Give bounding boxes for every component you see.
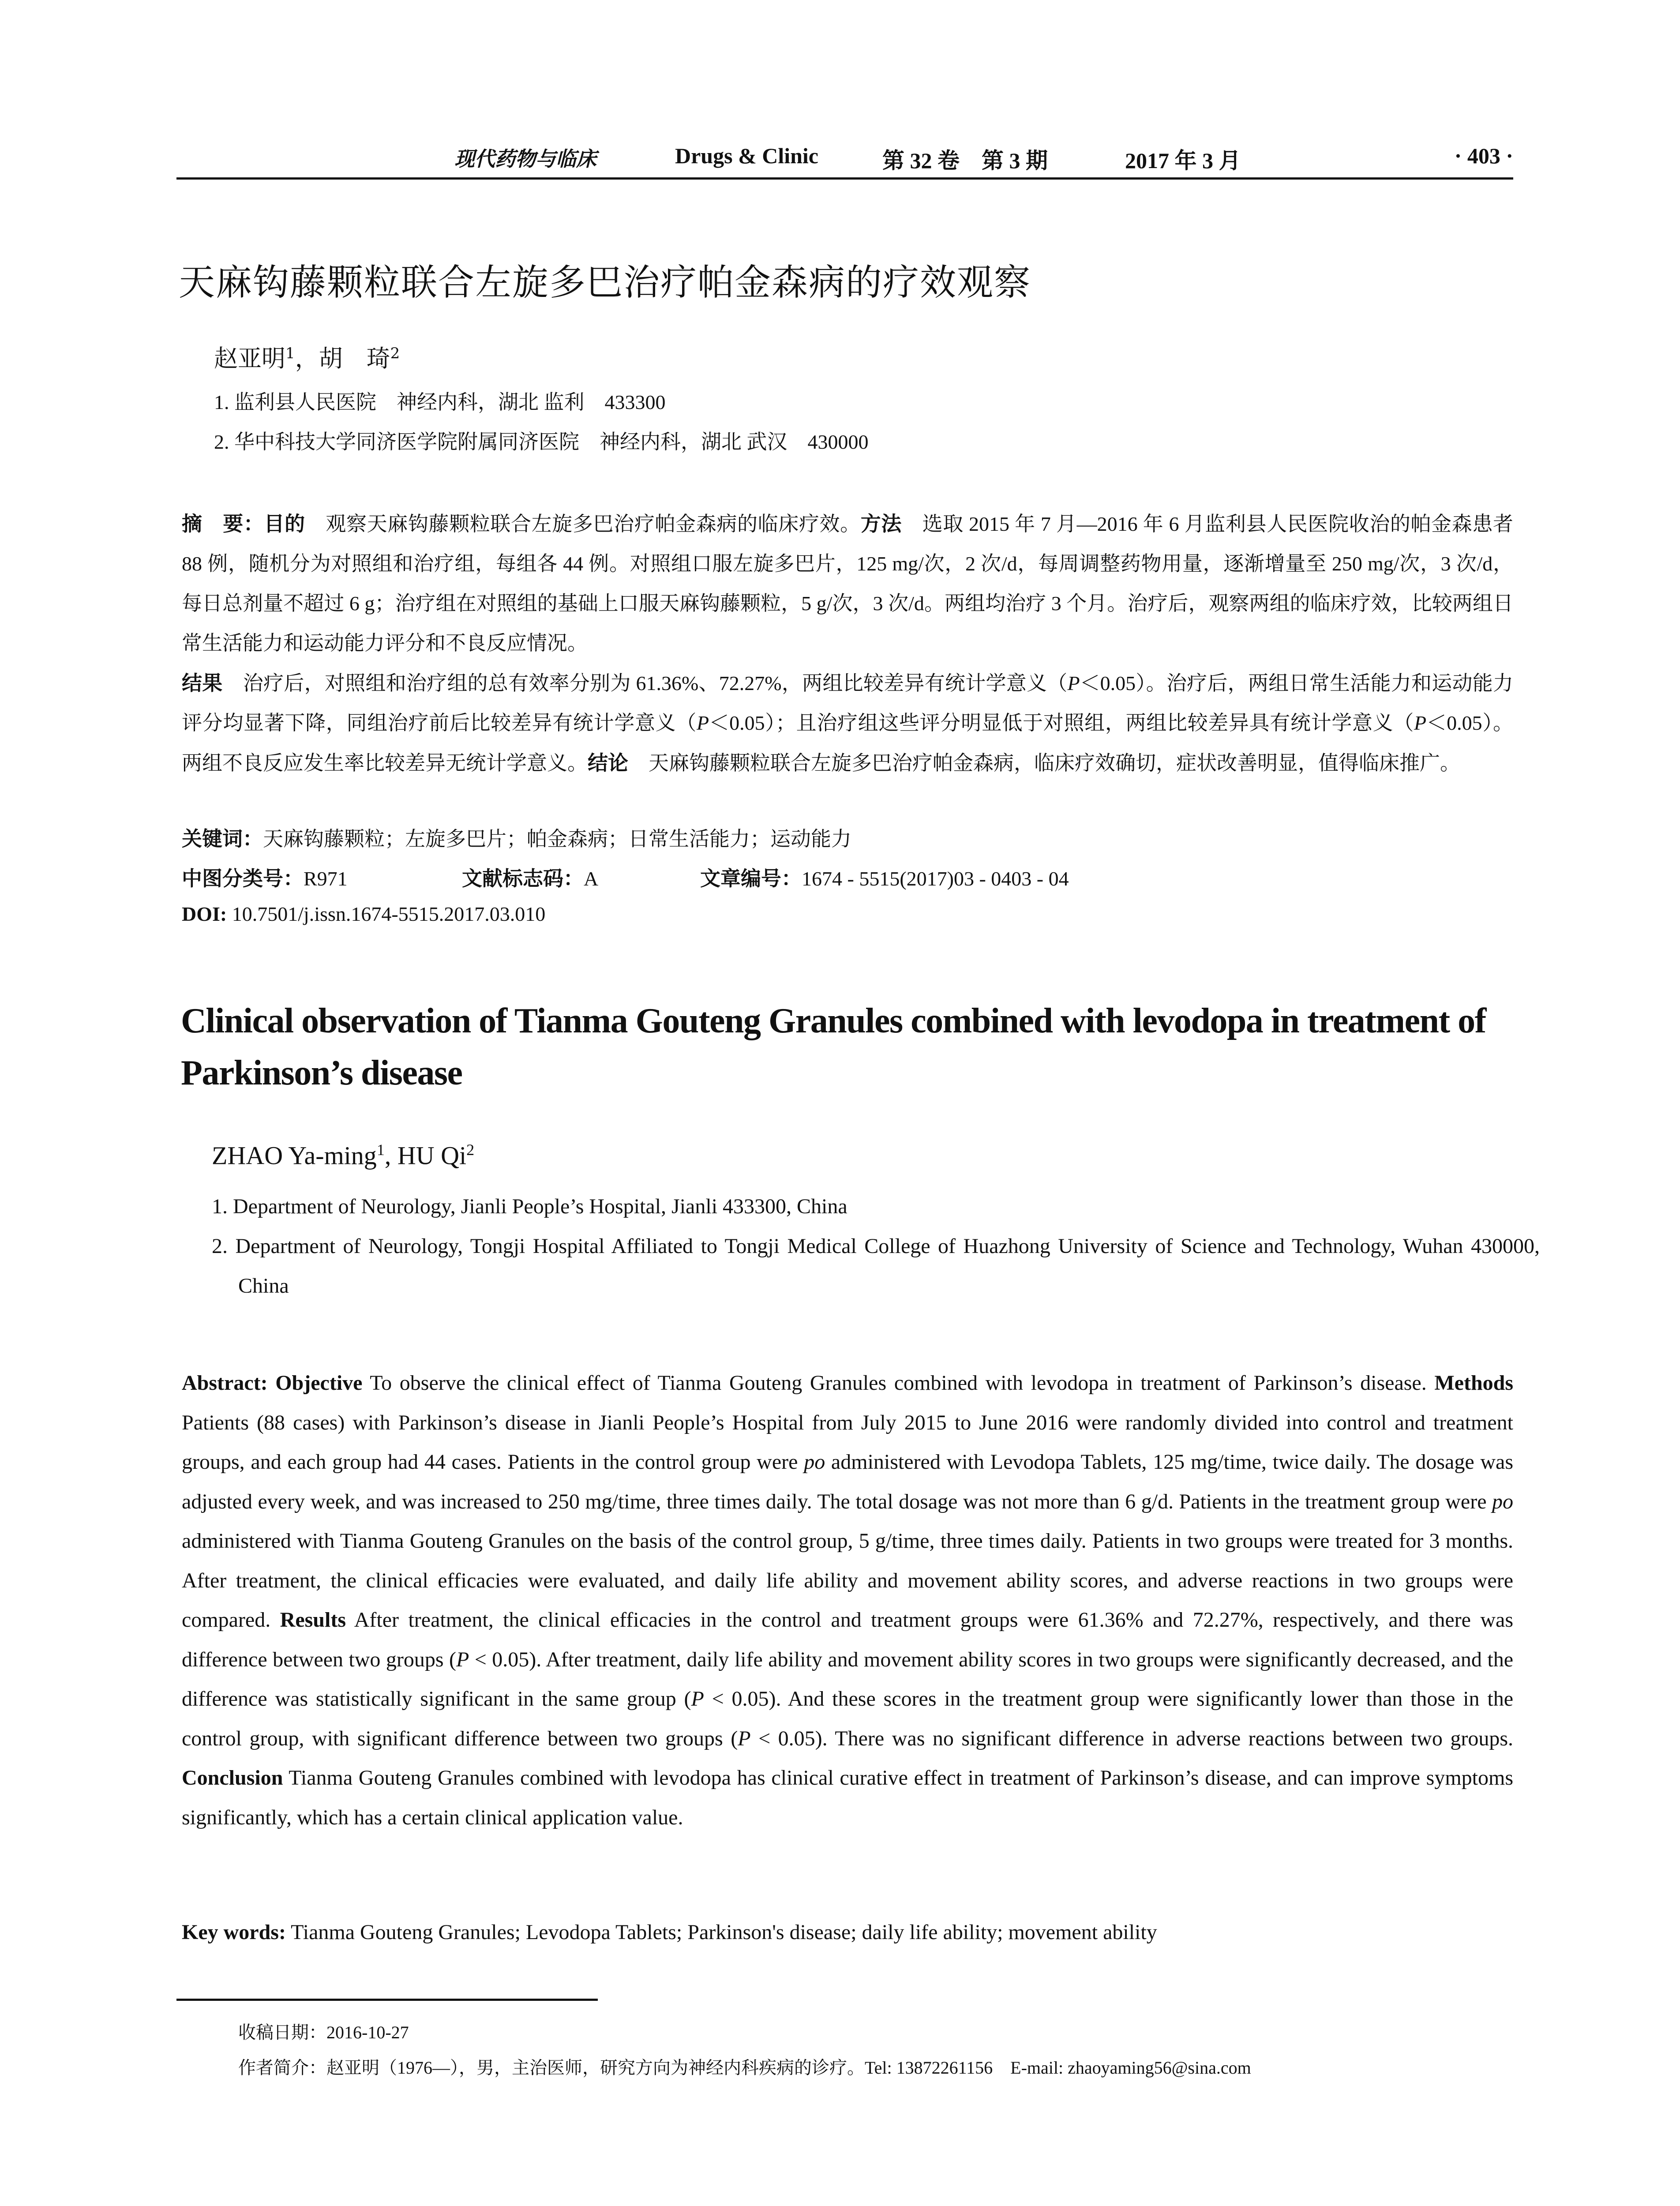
classification-line (182, 863, 1329, 889)
results-text: ＜0.05）；且治疗组这些评分明显低于对照组，两组比较差异具有统计学意义（ (709, 712, 1414, 734)
keywords-label: Key words: (182, 1921, 286, 1944)
affiliation-marker: 2 (466, 1141, 475, 1159)
results-text: < 0.05). And these scores in the treatment group were significantly lower than those in the control group, with significant difference between two groups ( (182, 1687, 1513, 1750)
affiliation-cn-1: 1. 监利县人民医院 神经内科，湖北 监利 433300 (214, 391, 666, 413)
author-name: HU Qi (397, 1141, 467, 1170)
results-text: After treatment, the clinical efficacies in the control and treatment groups were 61.36% and 72.27%, respectively, and there was difference between two groups ( (182, 1608, 1514, 1671)
journal-name-cn: 现代药物与临床 (454, 147, 596, 171)
footnote-rule (176, 1999, 598, 2001)
doi-label: DOI: (182, 903, 227, 925)
po-term: po (1492, 1489, 1513, 1513)
page-number: · 403 · (1454, 143, 1513, 168)
abstract-label: 摘 要： (182, 512, 264, 536)
affiliation-marker: 2 (390, 345, 400, 362)
volume-issue: 第 32 卷 第 3 期 (882, 148, 1048, 173)
author-separator: , (384, 1141, 398, 1170)
methods-label: 方法 (860, 512, 902, 536)
classification-label: 中图分类号： (182, 867, 304, 890)
abstract-cn (182, 504, 1513, 783)
po-term: po (804, 1450, 825, 1474)
keywords-text: 天麻钩藤颗粒；左旋多巴片；帕金森病；日常生活能力；运动能力 (263, 828, 851, 850)
results-text: 治疗后，对照组和治疗组的总有效率分别为 61.36%、72.27%，两组比较差异有统计学意义（ (222, 672, 1068, 694)
p-value-symbol: P (691, 1687, 704, 1711)
abstract-en-body (182, 1363, 1513, 1837)
affiliation-en-1: 1. Department of Neurology, Jianli People’s Hospital, Jianli 433300, China (212, 1195, 848, 1218)
methods-text: Patients (88 cases) with Parkinson’s disease in Jianli People’s Hospital from July 2015 to June 2016 were randomly divided into control and treatment groups, and each group had 44 cases. Patients in the control group were (182, 1411, 1513, 1474)
received-label: 收稿日期： (238, 2022, 326, 2043)
affiliation-en-2: 2. Department of Neurology, Tongji Hospital Affiliated to Tongji Medical College of Huazhong University of Science and Technology, Wuhan 430000, China (212, 1234, 1540, 1298)
p-value-symbol: P (738, 1726, 751, 1750)
p-value-symbol: P (456, 1647, 469, 1671)
results-text: < 0.05). There was no significant difference in adverse reactions between two groups. (750, 1726, 1514, 1750)
methods-text: 选取 2015 年 7 月—2016 年 6 月监利县人民医院收治的帕金森患者 88 例，随机分为对照组和治疗组，每组各 44 例。对照组口服左旋多巴片，125 mg/次，2 次/d，每周调整药物用量，逐渐增量至 250 mg/次，3 次/d，每日总剂量不超过 6 g；治疗组在对照组的基础上口服天麻钩藤颗粒，5 g/次，3 次/d。两组均治疗 3 个月。治疗后，观察两组的临床疗效，比较两组日常生活能力和运动能力评分和不良反应情况。 (182, 513, 1514, 654)
author-name: ZHAO Ya-ming (212, 1141, 377, 1170)
results-label: Results (280, 1608, 346, 1632)
results-label: 结果 (182, 671, 223, 695)
conclusion-label: Conclusion (182, 1766, 283, 1790)
journal-name-en: Drugs & Clinic (675, 143, 818, 168)
classification-value: R971 (304, 867, 348, 890)
abstract-en (182, 1363, 1513, 1837)
article-number-field (700, 863, 1069, 892)
keywords-en (182, 1920, 1157, 1944)
author-separator: ， (295, 345, 319, 372)
author-bio-text: 赵亚明（1976—），男，主治医师，研究方向为神经内科疾病的诊疗。Tel: 13872261156 E-mail: zhaoyaming56@sina.com (326, 2058, 1251, 2078)
affiliation-cn-2: 2. 华中科技大学同济医学院附属同济医院 神经内科，湖北 武汉 430000 (214, 431, 869, 453)
affiliation-marker: 1 (376, 1141, 385, 1159)
p-value-symbol: P (1414, 712, 1427, 734)
methods-label: Methods (1434, 1371, 1514, 1395)
article-title-en: Clinical observation of Tianma Gouteng Granules combined with levodopa in treatment of Parkinson’s disease (181, 1002, 1486, 1092)
objective-text: 观察天麻钩藤颗粒联合左旋多巴治疗帕金森病的临床疗效。 (305, 513, 861, 535)
conclusion-text: 天麻钩藤颗粒联合左旋多巴治疗帕金森病，临床疗效确切，症状改善明显，值得临床推广。 (628, 752, 1460, 774)
keywords-cn (182, 823, 851, 852)
header-rule (176, 177, 1513, 180)
author-name: 胡 琦 (319, 345, 390, 372)
conclusion-label: 结论 (588, 751, 628, 775)
objective-text: To observe the clinical effect of Tianma Gouteng Granules combined with levodopa in treatment of Parkinson’s disease. (362, 1371, 1435, 1395)
methods-text: administered with Levodopa Tablets, 125 mg/time, twice daily. The dosage was adjusted every week, and was increased to 250 mg/time, three times daily. The total dosage was not more than 6 g/d. Patients in the treatment group were (182, 1450, 1514, 1513)
document-code-field (462, 863, 598, 892)
results-text: < 0.05). After treatment, daily life ability and movement ability scores in two groups were significantly decreased, and the difference was statistically significant in the same group ( (182, 1647, 1514, 1711)
objective-label: 目的 (264, 512, 305, 536)
article-title-cn: 天麻钩藤颗粒联合左旋多巴治疗帕金森病的疗效观察 (179, 262, 1031, 304)
author-name: 赵亚明 (214, 345, 285, 372)
authors-en (212, 1141, 474, 1170)
keywords-text: Tianma Gouteng Granules; Levodopa Tablets; Parkinson's disease; daily life ability; movement ability (285, 1921, 1157, 1944)
methods-text: administered with Tianma Gouteng Granules on the basis of the control group, 5 g/time, three times daily. Patients in two groups were treated for 3 months. After treatment, the clinical efficacies were evaluated, and daily life ability and movement ability scores, and adverse reactions in two groups were compared. (182, 1529, 1513, 1632)
conclusion-text: Tianma Gouteng Granules combined with levodopa has clinical curative effect in treatment of Parkinson’s disease, and can improve symptoms significantly, which has a certain clinical application value. (182, 1766, 1513, 1829)
doi-line (182, 902, 545, 926)
document-code-label: 文献标志码： (462, 867, 584, 890)
results-text: ＜0.05）。治疗后，两组日常生活能力和运动能力评分均显著下降，同组治疗前后比较差异有统计学意义（ (182, 672, 1514, 734)
article-number-label: 文章编号： (700, 867, 802, 890)
keywords-label: 关键词： (182, 827, 263, 851)
results-text: ＜0.05）。两组不良反应发生率比较差异无统计学意义。 (182, 712, 1514, 774)
running-header (176, 140, 1513, 176)
author-bio-label: 作者简介： (238, 2058, 326, 2078)
affiliation-marker: 1 (285, 345, 295, 362)
author-bio-note (238, 2054, 1251, 2079)
document-code-value: A (584, 867, 599, 890)
p-value-symbol: P (697, 712, 709, 734)
abstract-objective-label: Abstract: Objective (182, 1371, 363, 1395)
authors-cn (214, 340, 400, 374)
classification-field (182, 863, 348, 892)
publication-date: 2017 年 3 月 (1125, 148, 1241, 173)
abstract-cn-body (182, 504, 1513, 783)
article-number-value: 1674 - 5515(2017)03 - 0403 - 04 (802, 867, 1069, 890)
received-value: 2016-10-27 (326, 2022, 409, 2042)
received-date-note (238, 2018, 409, 2044)
doi-value: 10.7501/j.issn.1674-5515.2017.03.010 (227, 903, 546, 925)
p-value-symbol: P (1067, 672, 1080, 694)
